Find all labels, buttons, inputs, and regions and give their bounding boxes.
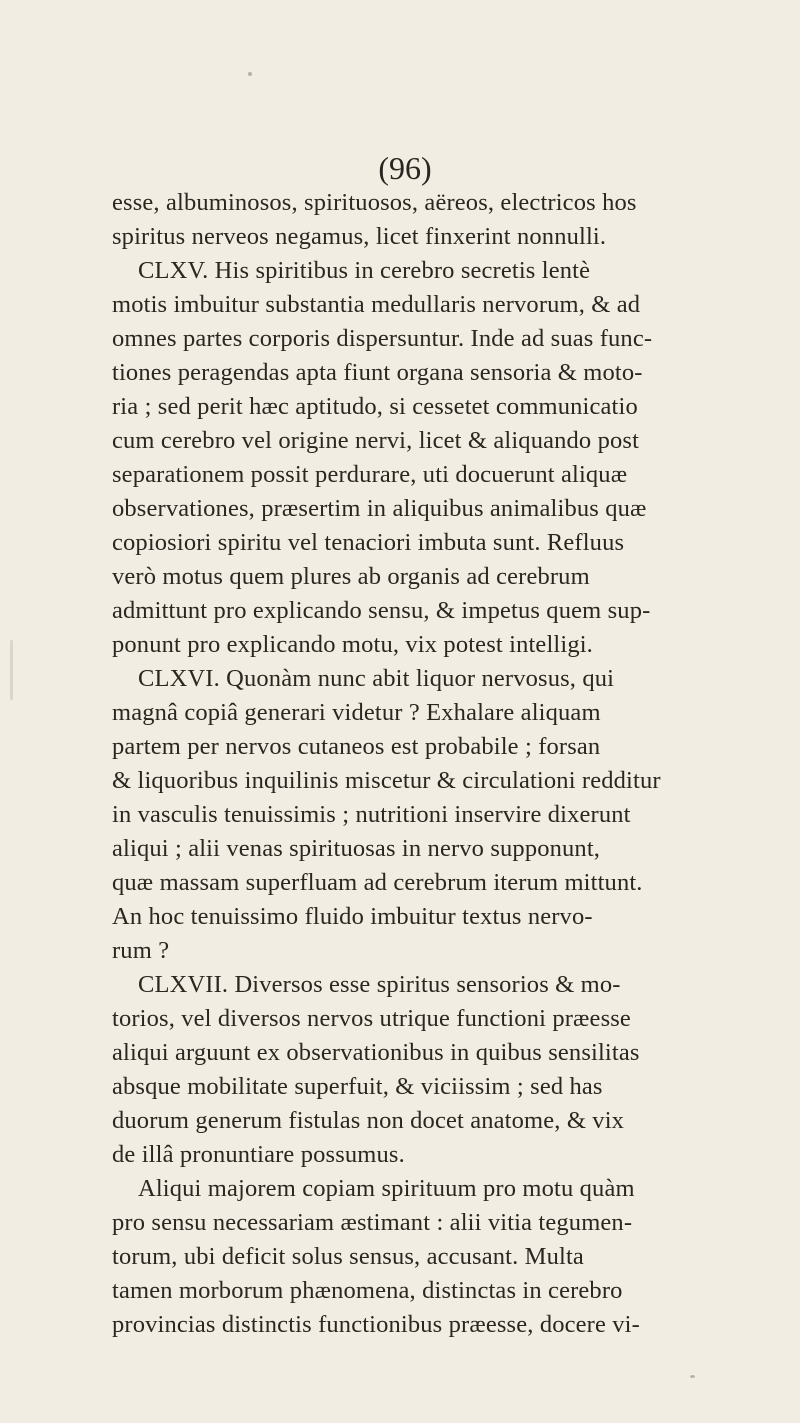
- text-line: provincias distinctis functionibus præesse, docere vi-: [112, 1311, 640, 1338]
- text-line: magnâ copiâ generari videtur ? Exhalare aliquam: [112, 699, 601, 726]
- text-line: admittunt pro explicando sensu, & impetus quem sup-: [112, 597, 651, 624]
- text-line: separationem possit perdurare, uti docuerunt aliquæ: [112, 461, 628, 488]
- paper-speck: [690, 1375, 695, 1378]
- body-text: [112, 186, 797, 1342]
- text-line: quæ massam superfluam ad cerebrum iterum mittunt.: [112, 869, 643, 896]
- paragraph-start-line: Aliqui majorem copiam spirituum pro motu quàm: [138, 1175, 635, 1202]
- section-start-line: CLXV. His spiritibus in cerebro secretis lentè: [138, 257, 591, 284]
- text-line: aliqui arguunt ex observationibus in quibus sensilitas: [112, 1039, 640, 1066]
- text-line: pro sensu necessariam æstimant : alii vitia tegumen-: [112, 1209, 633, 1236]
- text-line: tamen morborum phænomena, distinctas in cerebro: [112, 1277, 623, 1304]
- text-line: absque mobilitate superfuit, & viciissim ; sed has: [112, 1073, 603, 1100]
- text-line: cum cerebro vel origine nervi, licet & aliquando post: [112, 427, 640, 454]
- page-number: (96): [378, 150, 432, 186]
- text-line: verò motus quem plures ab organis ad cerebrum: [112, 563, 590, 590]
- text-line: ponunt pro explicando motu, vix potest intelligi.: [112, 631, 593, 658]
- text-line: motis imbuitur substantia medullaris nervorum, & ad: [112, 291, 641, 318]
- text-line: & liquoribus inquilinis miscetur & circulationi redditur: [112, 767, 661, 794]
- text-line: torum, ubi deficit solus sensus, accusant. Multa: [112, 1243, 584, 1270]
- paper-speck: [248, 72, 252, 76]
- text-line: aliqui ; alii venas spirituosas in nervo supponunt,: [112, 835, 601, 862]
- text-line: in vasculis tenuissimis ; nutritioni inservire dixerunt: [112, 801, 631, 828]
- text-line: An hoc tenuissimo fluido imbuitur textus nervo-: [112, 903, 593, 930]
- text-line: omnes partes corporis dispersuntur. Inde ad suas func-: [112, 325, 653, 352]
- text-line: ria ; sed perit hæc aptitudo, si cessetet communicatio: [112, 393, 638, 420]
- text-line: spiritus nerveos negamus, licet finxerint nonnulli.: [112, 223, 607, 250]
- text-line: esse, albuminosos, spirituosos, aëreos, electricos hos: [112, 189, 637, 216]
- text-line: rum ?: [112, 937, 170, 964]
- text-line: de illâ pronuntiare possumus.: [112, 1141, 405, 1168]
- section-start-line: CLXVII. Diversos esse spiritus sensorios & mo-: [138, 971, 621, 998]
- text-line: torios, vel diversos nervos utrique functioni præesse: [112, 1005, 631, 1032]
- paper-speck: [10, 640, 13, 700]
- text-line: partem per nervos cutaneos est probabile ; forsan: [112, 733, 601, 760]
- section-start-line: CLXVI. Quonàm nunc abit liquor nervosus, qui: [138, 665, 615, 692]
- text-line: observationes, præsertim in aliquibus animalibus quæ: [112, 495, 647, 522]
- text-line: duorum generum fistulas non docet anatome, & vix: [112, 1107, 625, 1134]
- text-line: copiosiori spiritu vel tenaciori imbuta sunt. Refluus: [112, 529, 625, 556]
- text-line: tiones peragendas apta fiunt organa sensoria & moto-: [112, 359, 643, 386]
